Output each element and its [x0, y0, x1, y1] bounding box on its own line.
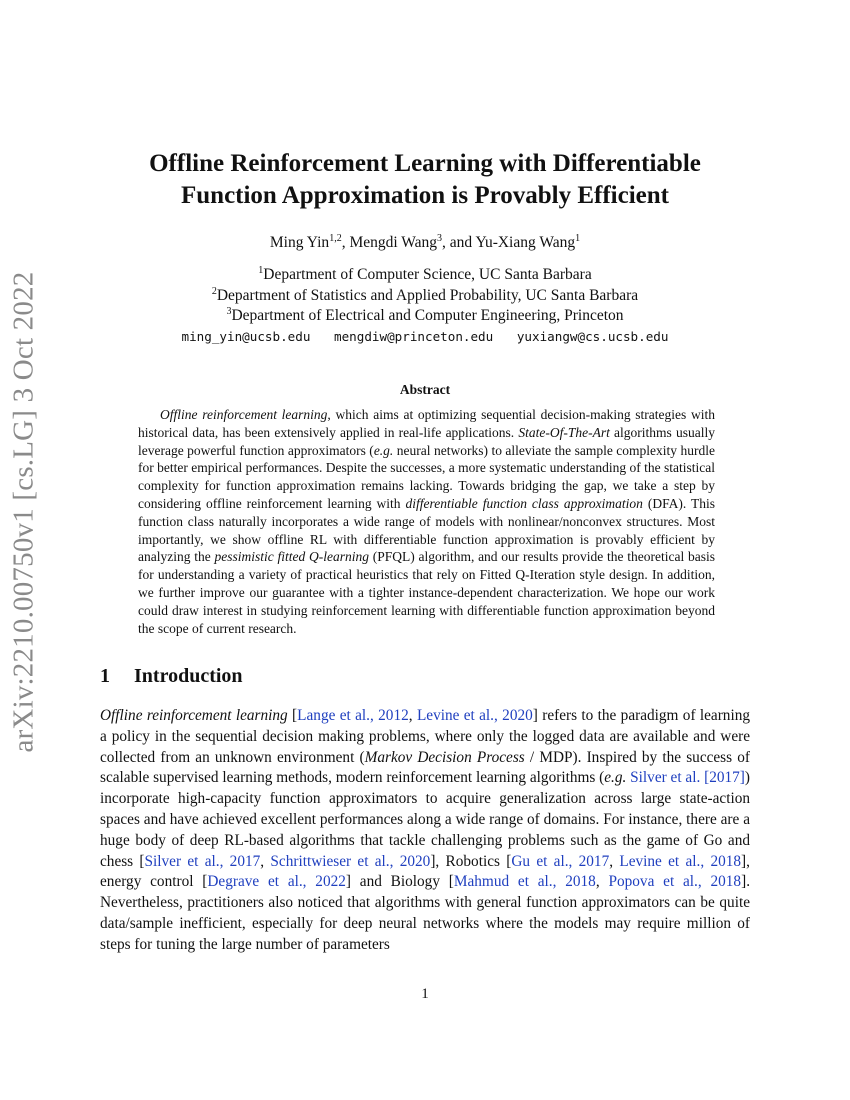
intro-text: [ — [287, 707, 298, 724]
intro-text: , — [260, 852, 271, 870]
author-affil-mark: 3 — [437, 232, 443, 244]
section-title: Introduction — [134, 665, 243, 687]
affiliation-list — [80, 265, 770, 327]
author-name: Yu-Xiang Wang — [475, 234, 576, 251]
intro-text: , — [609, 852, 620, 870]
title-line-1: Offline Reinforcement Learning with Differentiable — [149, 150, 701, 177]
author-name: Mengdi Wang — [349, 234, 438, 251]
citation-link[interactable]: Popova et al., 2018 — [608, 873, 742, 891]
citation-link[interactable]: Silver et al., 2017 — [144, 852, 261, 870]
arxiv-id-text: arXiv:2210.00750v1 [cs.LG] 3 Oct 2022 — [7, 271, 40, 753]
affiliation-text: Department of Electrical and Computer Engineering, Princeton — [231, 307, 624, 324]
intro-paragraph — [100, 706, 750, 956]
affiliation-text: Department of Computer Science, UC Santa Barbara — [263, 266, 592, 283]
author-list — [80, 233, 770, 253]
author-affil-mark: 1,2 — [329, 232, 342, 244]
section-number: 1 — [100, 665, 110, 687]
paper-title — [80, 148, 770, 212]
email-address[interactable]: mengdiw@princeton.edu — [334, 329, 494, 344]
intro-text: ) incorporate high-capacity function approximators to acquire generalization across large state-action spaces and have achieved excellent performances along a wide range of domains. For instance, there are a huge body of deep RL-based algorithms that tackle challenging problems such as the game of Go and chess [ — [100, 769, 750, 870]
abstract-text: algorithms usually leverage powerful function approximators ( — [138, 424, 715, 458]
author-affil-mark: 1 — [575, 232, 581, 244]
intro-text: , — [408, 707, 417, 724]
page-number: 1 — [421, 986, 429, 1002]
abstract-emphasis: differentiable function class approximation — [405, 495, 643, 511]
abstract-emphasis: pessimistic fitted Q-learning — [214, 549, 369, 565]
abstract-heading: Abstract — [399, 382, 451, 397]
author-name: Ming Yin — [269, 234, 330, 251]
abstract-body — [138, 406, 715, 637]
citation-link[interactable]: Silver et al. [2017] — [630, 769, 745, 787]
intro-text: / MDP). Inspired by the success of scalable supervised learning methods, modern reinforcement learning algorithms ( — [100, 748, 751, 787]
email-address[interactable]: ming_yin@ucsb.edu — [181, 329, 311, 344]
citation-link[interactable]: Levine et al., 2018 — [619, 852, 742, 870]
author-separator: , — [341, 234, 350, 251]
intro-text: ], energy control [ — [100, 852, 750, 891]
abstract-emphasis: e.g. — [373, 442, 394, 458]
abstract-emphasis: State-Of-The-Art — [518, 424, 610, 440]
abstract-text: (DFA). This function class naturally incorporates a wide range of models with nonlinear/nonconvex structures. Most importantly, we show offline RL with differentiable function approximation is provably efficient by analyzing the — [138, 495, 715, 565]
affiliation — [80, 265, 770, 286]
intro-emphasis: e.g. — [604, 769, 627, 787]
intro-text: ]. Nevertheless, practitioners also noticed that algorithms with general function approximators can be quite data/sample inefficient, especially for deep neural networks where the models may require million of steps for tuning the large number of parameters — [100, 873, 751, 953]
title-line-2: Function Approximation is Provably Efficient — [180, 182, 669, 209]
affiliation — [80, 306, 770, 327]
author-separator: , and — [442, 234, 476, 251]
citation-link[interactable]: Mahmud et al., 2018 — [453, 873, 596, 891]
email-list — [80, 327, 770, 347]
affiliation-mark: 1 — [258, 264, 264, 276]
citation-link[interactable]: Degrave et al., 2022 — [207, 873, 346, 891]
affiliation-mark: 2 — [211, 285, 217, 297]
email-address[interactable]: yuxiangw@cs.ucsb.edu — [516, 329, 669, 344]
intro-emphasis: Markov Decision Process — [364, 748, 525, 766]
intro-text: ] and Biology [ — [345, 873, 454, 891]
abstract-text: , which aims at optimizing sequential decision-making strategies with historical data, has been extensively applied in real-life applications. — [138, 407, 716, 440]
abstract-emphasis: Offline reinforcement learning — [160, 407, 328, 422]
affiliation-text: Department of Statistics and Applied Probability, UC Santa Barbara — [216, 286, 639, 304]
citation-link[interactable]: Lange et al., 2012 — [297, 707, 409, 724]
intro-text: ], Robotics [ — [430, 852, 512, 870]
abstract-text: (PFQL) algorithm, and our results provide the theoretical basis for understanding a variety of practical heuristics that rely on Fitted Q-Iteration style design. In addition, we further improve our guarantee with a tighter instance-dependent characterization. We hope our work could draw interest in studying reinforcement learning with differentiable function approximation beyond the scope of current research. — [138, 549, 715, 636]
intro-text: , — [595, 873, 609, 891]
citation-link[interactable]: Gu et al., 2017 — [511, 852, 610, 870]
intro-text: ] refers to the paradigm of learning a policy in the sequential decision making problems, where only the logged data are available and were collected from an unknown environment ( — [100, 707, 751, 766]
affiliation — [80, 286, 770, 307]
citation-link[interactable]: Schrittwieser et al., 2020 — [270, 852, 431, 870]
affiliation-mark: 3 — [226, 305, 232, 317]
section-heading — [100, 665, 243, 688]
citation-link[interactable]: Levine et al., 2020 — [416, 707, 533, 724]
abstract-text: neural networks) to alleviate the sample complexity hurdle for better empirical performances. Despite the successes, a more systematic understanding of the statistical complexity for function approximation remains lacking. Towards bridging the gap, we take a step by considering offline reinforcement learning with — [138, 442, 715, 511]
intro-emphasis: Offline reinforcement learning — [100, 707, 288, 724]
